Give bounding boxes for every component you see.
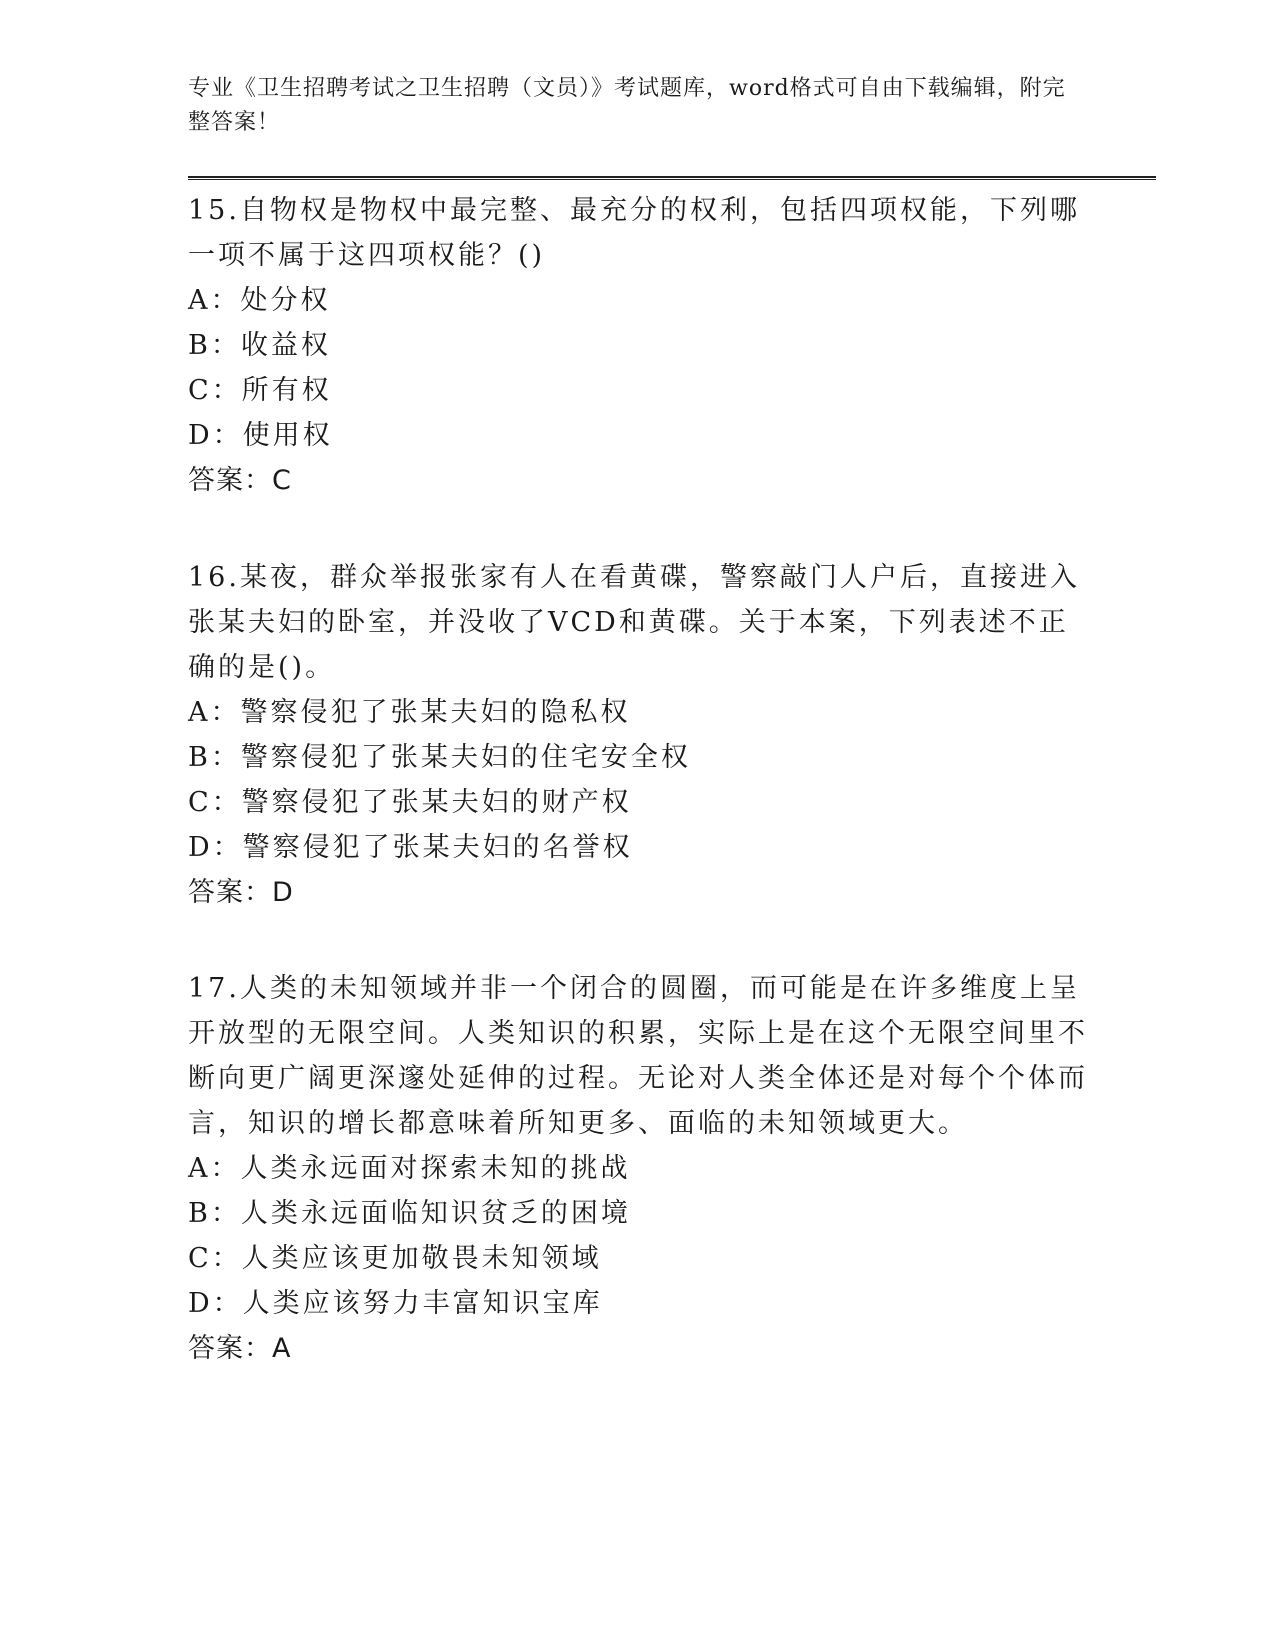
option-b: B：人类永远面临知识贫乏的困境 <box>188 1198 631 1229</box>
document-header: 专业《卫生招聘考试之卫生招聘（文员）》考试题库，word格式可自由下载编辑，附完整答案！ <box>188 76 1066 135</box>
question-text: 17.人类的未知领域并非一个闭合的圆圈，而可能是在许多维度上呈开放型的无限空间。人类知识的积累，实际上是在这个无限空间里不断向更广阔更深邃处延伸的过程。无论对人类全体还是对每个个体而言，知识的增长都意味着所知更多、面临的未知领域更大。 <box>188 973 1088 1139</box>
option-a: A：人类永远面对探索未知的挑战 <box>188 1153 631 1184</box>
question-16 <box>188 555 1088 915</box>
question-17 <box>188 966 1088 1371</box>
option-a: A：警察侵犯了张某夫妇的隐私权 <box>188 697 631 728</box>
option-a: A：处分权 <box>188 285 331 316</box>
option-d: D：使用权 <box>188 420 333 451</box>
answer: 答案：C <box>188 465 292 496</box>
question-text: 15.自物权是物权中最完整、最充分的权利，包括四项权能，下列哪一项不属于这四项权能？() <box>188 195 1080 271</box>
question-text: 16.某夜，群众举报张家有人在看黄碟，警察敲门人户后，直接进入张某夫妇的卧室，并没收了VCD和黄碟。关于本案，下列表述不正确的是()。 <box>188 562 1080 683</box>
option-d: D：人类应该努力丰富知识宝库 <box>188 1288 603 1319</box>
answer: 答案：A <box>188 1333 292 1364</box>
option-d: D：警察侵犯了张某夫妇的名誉权 <box>188 832 633 863</box>
option-c: C：人类应该更加敬畏未知领域 <box>188 1243 602 1274</box>
option-b: B：警察侵犯了张某夫妇的住宅安全权 <box>188 742 691 773</box>
option-c: C：所有权 <box>188 375 332 406</box>
question-15 <box>188 188 1088 503</box>
option-b: B：收益权 <box>188 330 331 361</box>
option-c: C：警察侵犯了张某夫妇的财产权 <box>188 787 632 818</box>
header-divider <box>188 176 1156 180</box>
answer: 答案：D <box>188 877 294 908</box>
